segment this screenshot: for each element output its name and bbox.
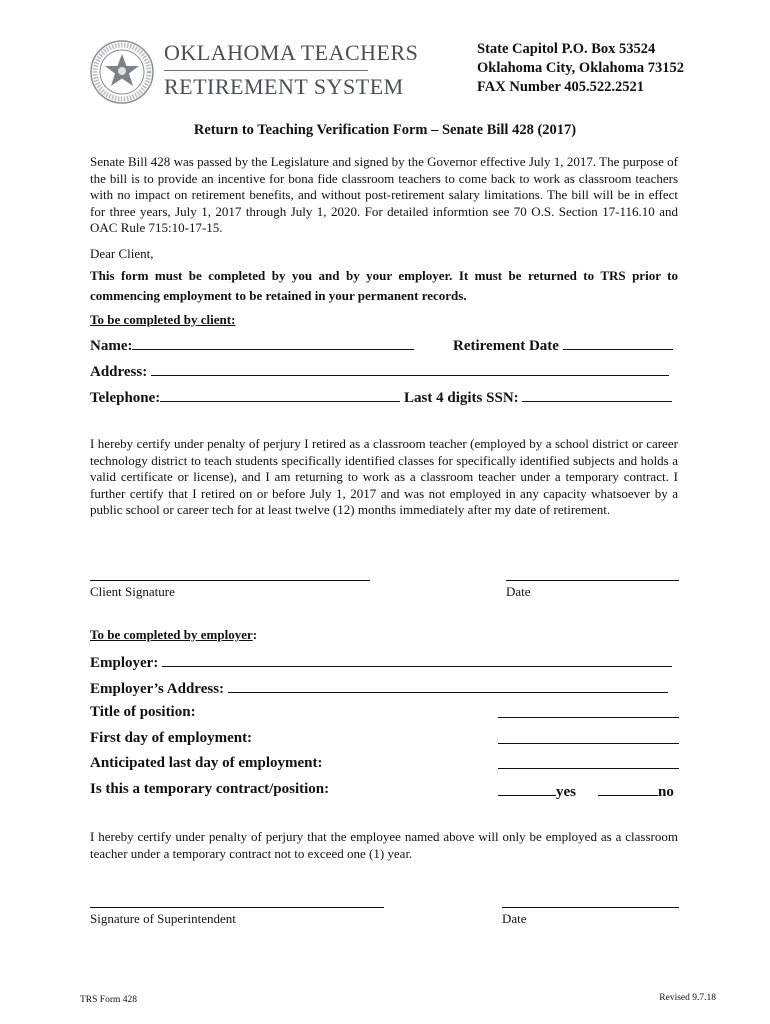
client-signature-label: Client Signature [90,584,175,599]
address-line1: State Capitol P.O. Box 53524 [477,41,656,57]
superintendent-signature-label: Signature of Superintendent [90,911,236,926]
fax-number: FAX Number 405.522.2521 [477,79,645,95]
telephone-label: Telephone: [90,390,161,406]
employer-row [90,652,672,672]
address-line2: Oklahoma City, Oklahoma 73152 [477,60,685,76]
employer-date-line[interactable] [502,907,679,908]
temporary-yes-option [498,781,576,801]
last-day-input-line[interactable] [498,754,679,769]
employer-heading-text: To be completed by employer [90,627,253,642]
intro-paragraph: Senate Bill 428 was passed by the Legislature and signed by the Governor effective July 1, 2017. The purpose of the bill is to provide an incentive for bona fide classroom teachers to come back to work as classroom teachers with no impact on retirement benefits, and without post-retirement salary limitations. The bill will be in effect for three years, July 1, 2017 through July 1, 2020. For detailed informtion see 70 O.S. Section 17-116.10 and OAC Rule 715:10-17-15. [90,154,678,235]
otrs-seal-logo [90,40,154,104]
client-certification: I hereby certify under penalty of perjury I retired as a classroom teacher (employed by a school district or career technology district to teach students specifically identified classes for specifically identified subjects and holds a valid certificate or license), and I am returning to work as a classroom teacher under a temporary contract. I further certify that I retired on or before July 1, 2017 and was not employed in any capacity whatsoever by a public school or career tech for at least twelve (12) months immediately after my date of retirement. [90,436,678,517]
instruction-text: This form must be completed by you and by your employer. It must be returned to TRS prior to commencing employment to be retained in your permanent records. [90,268,678,303]
first-day-input-line[interactable] [498,729,679,744]
superintendent-signature-line[interactable] [90,907,384,908]
org-name-divider [164,70,368,71]
retirement-date-input-line[interactable] [563,335,673,350]
first-day-label: First day of employment: [90,730,253,746]
org-name-line2: RETIREMENT SYSTEM [164,74,404,99]
client-signature-line[interactable] [90,580,370,581]
greeting: Dear Client, [90,246,154,261]
position-title-input-line[interactable] [498,703,679,718]
client-date-line[interactable] [506,580,679,581]
retirement-date-label: Retirement Date [453,338,559,354]
temporary-contract-label: Is this a temporary contract/position: [90,781,330,797]
employer-heading-colon: : [252,627,258,642]
name-label: Name: [90,338,133,354]
employer-certification: I hereby certify under penalty of perjury that the employee named above will only be employed as a classroom teacher under a temporary contract not to exceed one (1) year. [90,829,678,861]
name-row [90,335,414,355]
form-title: Return to Teaching Verification Form – Senate Bill 428 (2017) [193,122,577,138]
ssn-input-line[interactable] [522,387,672,402]
organization-name [164,40,419,99]
employer-address-label: Employer’s Address: [90,681,225,697]
telephone-input-line[interactable] [160,387,400,402]
address-label: Address: [90,364,148,380]
temporary-no-input-line[interactable] [598,781,658,796]
client-section-heading: To be completed by client: [90,312,236,327]
employer-address-input-line[interactable] [228,678,668,693]
org-name-line1: OKLAHOMA TEACHERS [164,40,419,65]
telephone-ssn-row [90,387,672,407]
ssn-label: Last 4 digits SSN: [404,390,519,406]
name-input-line[interactable] [132,335,414,350]
retirement-date-row [453,335,673,355]
contact-address [477,40,684,97]
temporary-yes-input-line[interactable] [498,781,556,796]
employer-input-line[interactable] [162,652,672,667]
employer-section-heading [90,627,257,643]
yes-label: yes [556,784,576,800]
address-row [90,361,669,381]
address-input-line[interactable] [151,361,669,376]
position-title-label: Title of position: [90,704,196,720]
revision-date: Revised 9.7.18 [659,993,716,1003]
temporary-no-option [598,781,674,801]
no-label: no [658,784,674,800]
employer-address-row [90,678,668,698]
employer-label: Employer: [90,655,159,671]
client-date-label: Date [506,584,531,599]
last-day-label: Anticipated last day of employment: [90,755,323,771]
form-id: TRS Form 428 [80,995,138,1005]
employer-date-label: Date [502,911,527,926]
